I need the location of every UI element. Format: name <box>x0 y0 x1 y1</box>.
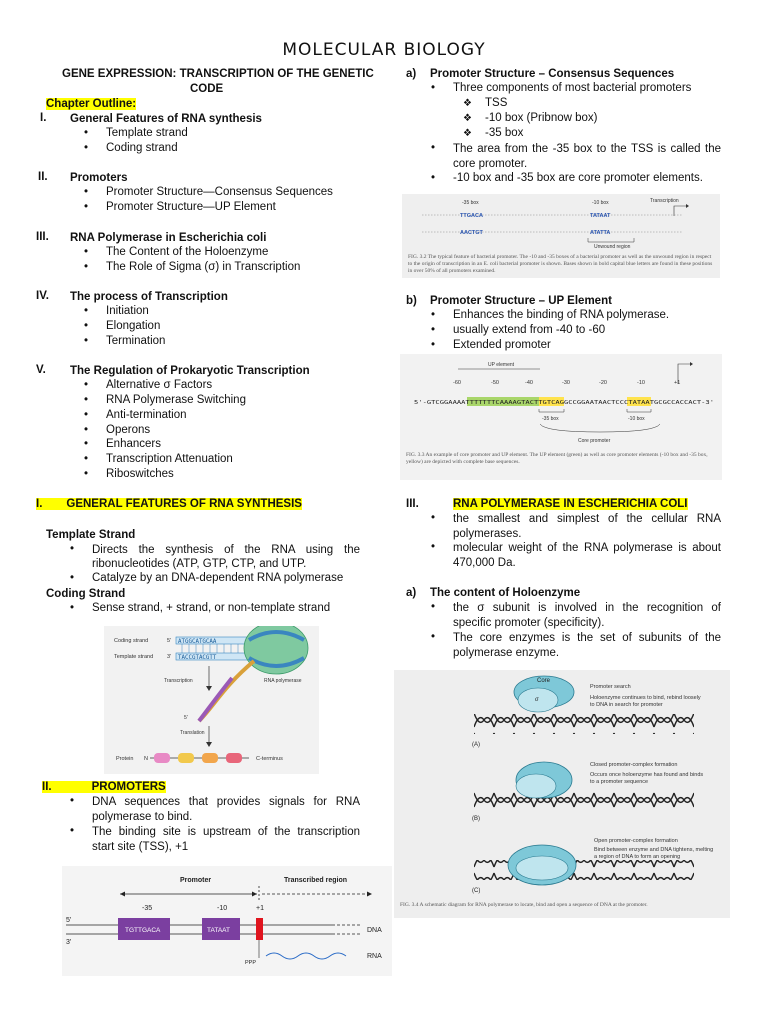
subsection-a-label: a) <box>406 68 417 80</box>
outline-num-5: V. <box>36 364 46 376</box>
svg-text:Promoter: Promoter <box>180 877 212 884</box>
outline-title-1: General Features of RNA synthesis <box>70 113 262 125</box>
section-2-title: PROMOTERS <box>91 781 166 793</box>
holo-bullet-2-line1: The core enzymes is the set of subunits of the <box>453 632 721 644</box>
svg-text:-10: -10 <box>637 380 645 386</box>
consensus-item: ❖ -35 box <box>485 127 523 139</box>
svg-text:5': 5' <box>66 917 72 924</box>
svg-text:5'-GTCGGAAAATTTTTTTCAAAAGTACTT: 5'-GTCGG AAAATTTTTTTCAAAAGTA CTTGTC AGGCCGGAATAACTCCC TATAAT GCGCCACCACT-3' <box>414 400 701 406</box>
fig-3-2 <box>402 194 720 278</box>
bullet-icon: • <box>431 541 436 553</box>
section-3-title: RNA POLYMERASE IN ESCHERICHIA COLI <box>453 498 688 510</box>
promoter-diagram <box>62 866 392 976</box>
svg-text:Core: Core <box>537 678 551 684</box>
outline-item: • Promoter Structure—UP Element <box>106 201 276 213</box>
svg-text:-10 box: -10 box <box>628 416 645 422</box>
rnap-bullet-2-line2: 470,000 Da. <box>453 557 516 569</box>
svg-text:TTGACA: TTGACA <box>460 213 483 219</box>
rnap-bullet-2-line1: molecular weight of the RNA polymerase is about <box>453 542 721 554</box>
svg-text:-40: -40 <box>525 380 533 386</box>
promoters-bullet-1-line2: polymerase to bind. <box>92 811 193 823</box>
outline-num-4: IV. <box>36 290 50 302</box>
svg-text:σ: σ <box>535 697 539 703</box>
svg-text:TATAAT: TATAAT <box>207 927 230 934</box>
outline-item: • Transcription Attenuation <box>106 453 233 465</box>
outline-item: • Enhancers <box>106 438 161 450</box>
svg-text:AACTGT: AACTGT <box>460 230 483 236</box>
fig-3-4 <box>394 670 730 918</box>
fig-3-4-caption: FIG. 3.4 A schematic diagram for RNA polymerase to locate, bind and open a sequence of DNA at the promoter. <box>400 902 648 908</box>
page-title: MOLECULAR BIOLOGY <box>282 40 486 60</box>
section-3-num: III. <box>406 498 419 510</box>
outline-item: • Template strand <box>106 127 188 139</box>
svg-text:Transcription: Transcription <box>164 678 193 684</box>
svg-text:-35: -35 <box>142 905 153 912</box>
outline-item: • Operons <box>106 424 150 436</box>
svg-text:Transcribed region: Transcribed region <box>284 877 348 884</box>
consensus-item: ❖ TSS <box>485 97 507 109</box>
bullet-icon: • <box>431 631 436 643</box>
svg-text:Unwound region: Unwound region <box>594 244 631 250</box>
coding-strand-label: Coding strand <box>114 638 149 644</box>
svg-text:to DNA in search for promoter: to DNA in search for promoter <box>590 702 663 708</box>
outline-item: • RNA Polymerase Switching <box>106 394 246 406</box>
outline-num-1: I. <box>40 112 47 124</box>
svg-text:RNA polymerase: RNA polymerase <box>264 678 302 684</box>
svg-text:(A): (A) <box>472 742 480 748</box>
outline-num-2: II. <box>38 171 48 183</box>
svg-text:DNA: DNA <box>367 927 382 934</box>
section-1-num: I. <box>36 498 43 510</box>
up-bullet-1: • Enhances the binding of RNA polymerase. <box>453 309 669 321</box>
svg-text:Translation: Translation <box>180 730 205 736</box>
bullet-icon: • <box>431 142 436 154</box>
bullet-icon: • <box>70 825 75 837</box>
coding-bullet-1: • Sense strand, + strand, or non-template strand <box>92 602 330 614</box>
chapter-heading-2: CODE <box>190 83 224 95</box>
template-bullet-2: • Catalyze by an DNA-dependent RNA polymerase <box>92 572 343 584</box>
holo-bullet-1-line1: the σ subunit is involved in the recognition of <box>453 602 721 614</box>
promoters-bullet-2-line2: start site (TSS), +1 <box>92 841 189 853</box>
rnap-bullet-1-line2: polymerases. <box>453 528 522 540</box>
outline-item: • Promoter Structure—Consensus Sequences <box>106 186 333 198</box>
svg-text:TATAAT: TATAAT <box>590 213 611 219</box>
consensus-bullet-2-line2: core promoter. <box>453 158 528 170</box>
outline-item: • Riboswitches <box>106 468 174 480</box>
consensus-bullet-2-line1: The area from the -35 box to the TSS is called the <box>453 143 721 155</box>
bullet-icon: • <box>70 795 75 807</box>
chapter-heading: GENE EXPRESSION: TRANSCRIPTION OF THE GENETIC <box>62 68 374 80</box>
section-2-num: II. <box>42 781 52 793</box>
outline-title-4: The process of Transcription <box>70 291 228 303</box>
svg-text:+1: +1 <box>256 905 264 912</box>
svg-text:UP element: UP element <box>488 362 515 368</box>
outline-item: • Initiation <box>106 305 149 317</box>
coding-strand-heading: Coding Strand <box>46 588 126 600</box>
holo-bullet-2-line2: polymerase enzyme. <box>453 647 560 659</box>
outline-title-3: RNA Polymerase in Escherichia coli <box>70 232 267 244</box>
svg-text:Open promoter-complex formatio: Open promoter-complex formation <box>594 838 678 844</box>
subsection-a2-label: a) <box>406 587 417 599</box>
promoters-bullet-1-line1: DNA sequences that provides signals for RNA <box>92 796 360 808</box>
svg-text:(B): (B) <box>472 816 480 822</box>
promoters-bullet-2-line1: The binding site is upstream of the transcription <box>92 826 360 838</box>
svg-text:-10 box: -10 box <box>592 200 609 206</box>
template-bullet-1-line2: ribonucleotides (ATP, GTP, CTP, and UTP. <box>92 558 307 570</box>
svg-text:Bind between enzyme and DNA ti: Bind between enzyme and DNA tightens, melting <box>594 847 714 853</box>
section-1-title: GENERAL FEATURES OF RNA SYNTHESIS <box>66 498 302 510</box>
svg-text:C-terminus: C-terminus <box>256 756 283 762</box>
bullet-icon: • <box>70 543 75 555</box>
svg-text:-20: -20 <box>599 380 607 386</box>
svg-text:-30: -30 <box>562 380 570 386</box>
outline-item: • Alternative σ Factors <box>106 379 212 391</box>
outline-item: • The Content of the Holoenzyme <box>106 246 268 258</box>
svg-text:to a promoter sequence: to a promoter sequence <box>590 779 649 785</box>
subsection-b-label: b) <box>406 295 417 307</box>
bullet-icon: • <box>431 512 436 524</box>
outline-item: • Coding strand <box>106 142 178 154</box>
svg-text:-10: -10 <box>217 905 228 912</box>
outline-item: • Termination <box>106 335 165 347</box>
svg-text:Holoenzyme continues to bind,: Holoenzyme continues to bind, rebind loosely <box>590 695 701 701</box>
central-dogma-figure <box>104 626 319 774</box>
subsection-b-title: Promoter Structure – UP Element <box>430 295 612 307</box>
consensus-item: ❖ -10 box (Pribnow box) <box>485 112 598 124</box>
up-bullet-3: • Extended promoter <box>453 339 551 351</box>
svg-text:+1: +1 <box>674 380 681 386</box>
subsection-a-title: Promoter Structure – Consensus Sequences <box>430 68 675 80</box>
svg-text:ATGGCATGCAA: ATGGCATGCAA <box>178 639 217 645</box>
svg-text:-50: -50 <box>491 380 499 386</box>
template-strand-heading: Template Strand <box>46 529 136 541</box>
svg-text:TACCGTACGTT: TACCGTACGTT <box>178 655 217 661</box>
svg-text:3': 3' <box>66 939 72 946</box>
svg-text:Protein: Protein <box>116 756 134 762</box>
svg-text:N: N <box>144 756 148 762</box>
svg-text:-35 box: -35 box <box>462 200 479 206</box>
svg-text:a region of DNA to form an ope: a region of DNA to form an opening <box>594 854 681 860</box>
outline-item: • Anti-termination <box>106 409 187 421</box>
consensus-bullet-1: • Three components of most bacterial promoters <box>453 82 691 94</box>
template-bullet-1-line1: Directs the synthesis of the RNA using the <box>92 544 360 556</box>
svg-text:-60: -60 <box>453 380 461 386</box>
svg-text:TGTTGACA: TGTTGACA <box>125 927 161 934</box>
svg-text:Transcription: Transcription <box>650 198 679 204</box>
consensus-bullet-3: • -10 box and -35 box are core promoter elements. <box>453 172 703 184</box>
outline-title-2: Promoters <box>70 172 128 184</box>
bullet-icon: • <box>431 601 436 613</box>
svg-text:Promoter search: Promoter search <box>590 684 631 690</box>
svg-text:Core promoter: Core promoter <box>578 438 611 444</box>
holo-bullet-1-line2: specific promoter (specificity). <box>453 617 605 629</box>
fig-3-2-caption: FIG. 3.2 The typical feature of bacterial promoter. The -10 and -35 boxes of a bacterial promoter as well as the unwound region in respect to the origin of transcription in an E. coli bacterial promoter is shown. Bases shown in bold capital blue letters are found in these positions in over 50% of all promoters examined. <box>408 254 713 274</box>
svg-text:ATATTA: ATATTA <box>590 230 611 236</box>
rnap-bullet-1-line1: the smallest and simplest of the cellular RNA <box>453 513 721 525</box>
svg-text:5': 5' <box>167 638 172 644</box>
outline-title-5: The Regulation of Prokaryotic Transcription <box>70 365 310 377</box>
chapter-outline-label: Chapter Outline: <box>46 98 137 110</box>
svg-text:Closed promoter-complex format: Closed promoter-complex formation <box>590 762 678 768</box>
outline-item: • The Role of Sigma (σ) in Transcription <box>106 261 300 273</box>
svg-text:RNA: RNA <box>367 953 382 960</box>
svg-text:Occurs once holoenzyme has fou: Occurs once holoenzyme has found and binds <box>590 772 704 778</box>
up-bullet-2: • usually extend from -40 to -60 <box>453 324 605 336</box>
svg-text:PPP: PPP <box>245 960 257 966</box>
svg-text:(C): (C) <box>472 888 481 894</box>
fig-3-3-caption: FIG. 3.3 An example of core promoter and UP element. The UP element (green) as well as core promoter elements (-10 box and -35 box, yellow) are depicted with complete base sequences. <box>406 452 708 465</box>
outline-item: • Elongation <box>106 320 160 332</box>
svg-text:-35 box: -35 box <box>542 416 559 422</box>
fig-3-3 <box>400 354 722 480</box>
outline-num-3: III. <box>36 231 49 243</box>
subsection-a2-title: The content of Holoenzyme <box>430 587 581 599</box>
svg-text:3': 3' <box>167 654 172 660</box>
template-strand-label: Template strand <box>114 654 154 660</box>
svg-text:5': 5' <box>184 715 188 721</box>
